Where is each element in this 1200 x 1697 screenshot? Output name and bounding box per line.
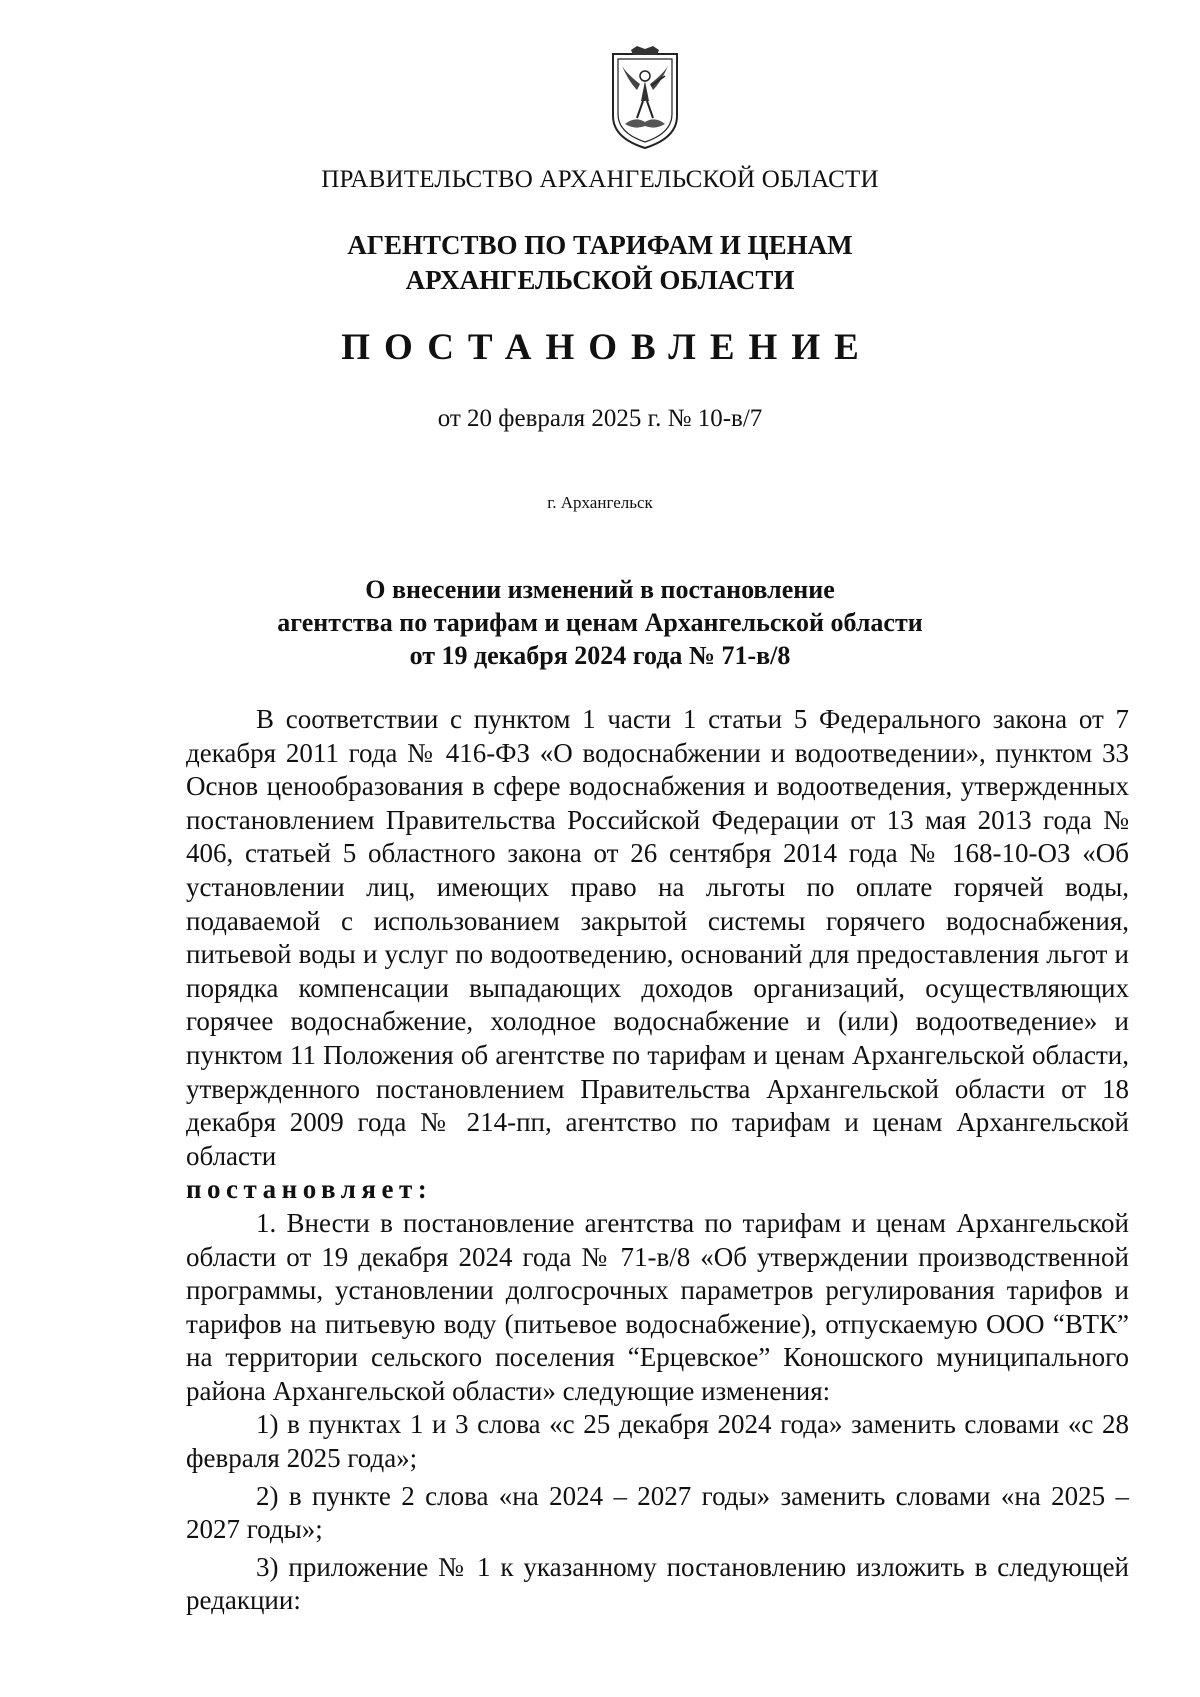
- sub-item-1: 1) в пунктах 1 и 3 слова «с 25 декабря 2024 года» заменить словами «с 28 февраля 2025 года»;: [186, 1409, 1129, 1474]
- subject-line3: от 19 декабря 2024 года № 71-в/8: [409, 641, 791, 670]
- decree-word: постановляет:: [186, 1174, 433, 1205]
- subject-line1: О внесении изменений в постановление: [365, 575, 835, 604]
- preamble-paragraph: В соответствии с пунктом 1 части 1 статьи 5 Федерального закона от 7 декабря 2011 года № 416-ФЗ «О водоснабжении и водоотведении», пунктом 33 Основ ценообразования в сфере водоснабжения и водоотведения, утвержденных постановлением Правительства Российской Федерации от 13 мая 2013 года № 406, статьей 5 областного закона от 26 сентября 2014 года № 168-10-ОЗ «Об установлении лиц, имеющих право на льготы по оплате горячей воды, подаваемой с использованием закрытой системы горячего водоснабжения, питьевой воды и услуг по водоотведению, оснований для предоставления льгот и порядка компенсации выпадающих доходов организаций, осуществляющих горячее водоснабжение, холодное водоснабжение и (или) водоотведение» и пунктом 11 Положения об агентстве по тарифам и ценам Архангельской области, утвержденного постановлением Правительства Архангельской области от 18 декабря 2009 года № 214-пп, агентство по тарифам и ценам Архангельской области: [186, 704, 1129, 1171]
- document-body: [186, 703, 1129, 1618]
- agency-heading-line2: АРХАНГЕЛЬСКОЙ ОБЛАСТИ: [405, 265, 795, 295]
- government-heading: ПРАВИТЕЛЬСТВО АРХАНГЕЛЬСКОЙ ОБЛАСТИ: [321, 166, 879, 193]
- subject-line2: агентства по тарифам и ценам Архангельской области: [277, 608, 923, 637]
- document-subject: [0, 573, 1200, 672]
- document-type-title: ПОСТАНОВЛЕНИЕ: [341, 327, 873, 368]
- date-number-line: от 20 февраля 2025 г. № 10-в/7: [437, 405, 763, 432]
- agency-heading: [0, 228, 1200, 298]
- sub-item-3: 3) приложение № 1 к указанному постановлению изложить в следующей редакции:: [186, 1551, 1129, 1616]
- sub-item-2: 2) в пункте 2 слова «на 2024 – 2027 годы» заменить словами «на 2025 – 2027 годы»;: [186, 1480, 1129, 1545]
- agency-heading-line1: АГЕНТСТВО ПО ТАРИФАМ И ЦЕНАМ: [347, 230, 853, 260]
- item-1-paragraph: 1. Внести в постановление агентства по тарифам и ценам Архангельской области от 19 декабря 2024 года № 71-в/8 «Об утверждении производственной программы, установлении долгосрочных параметров регулирования тарифов и тарифов на питьевую воду (питьевое водоснабжение), отпускаемую ООО “ВТК” на территории сельского поселения “Ерцевское” Коношского муниципального района Архангельской области» следующие изменения:: [186, 1207, 1129, 1406]
- city-line: г. Архангельск: [547, 493, 653, 512]
- coat-of-arms-icon: [607, 46, 683, 152]
